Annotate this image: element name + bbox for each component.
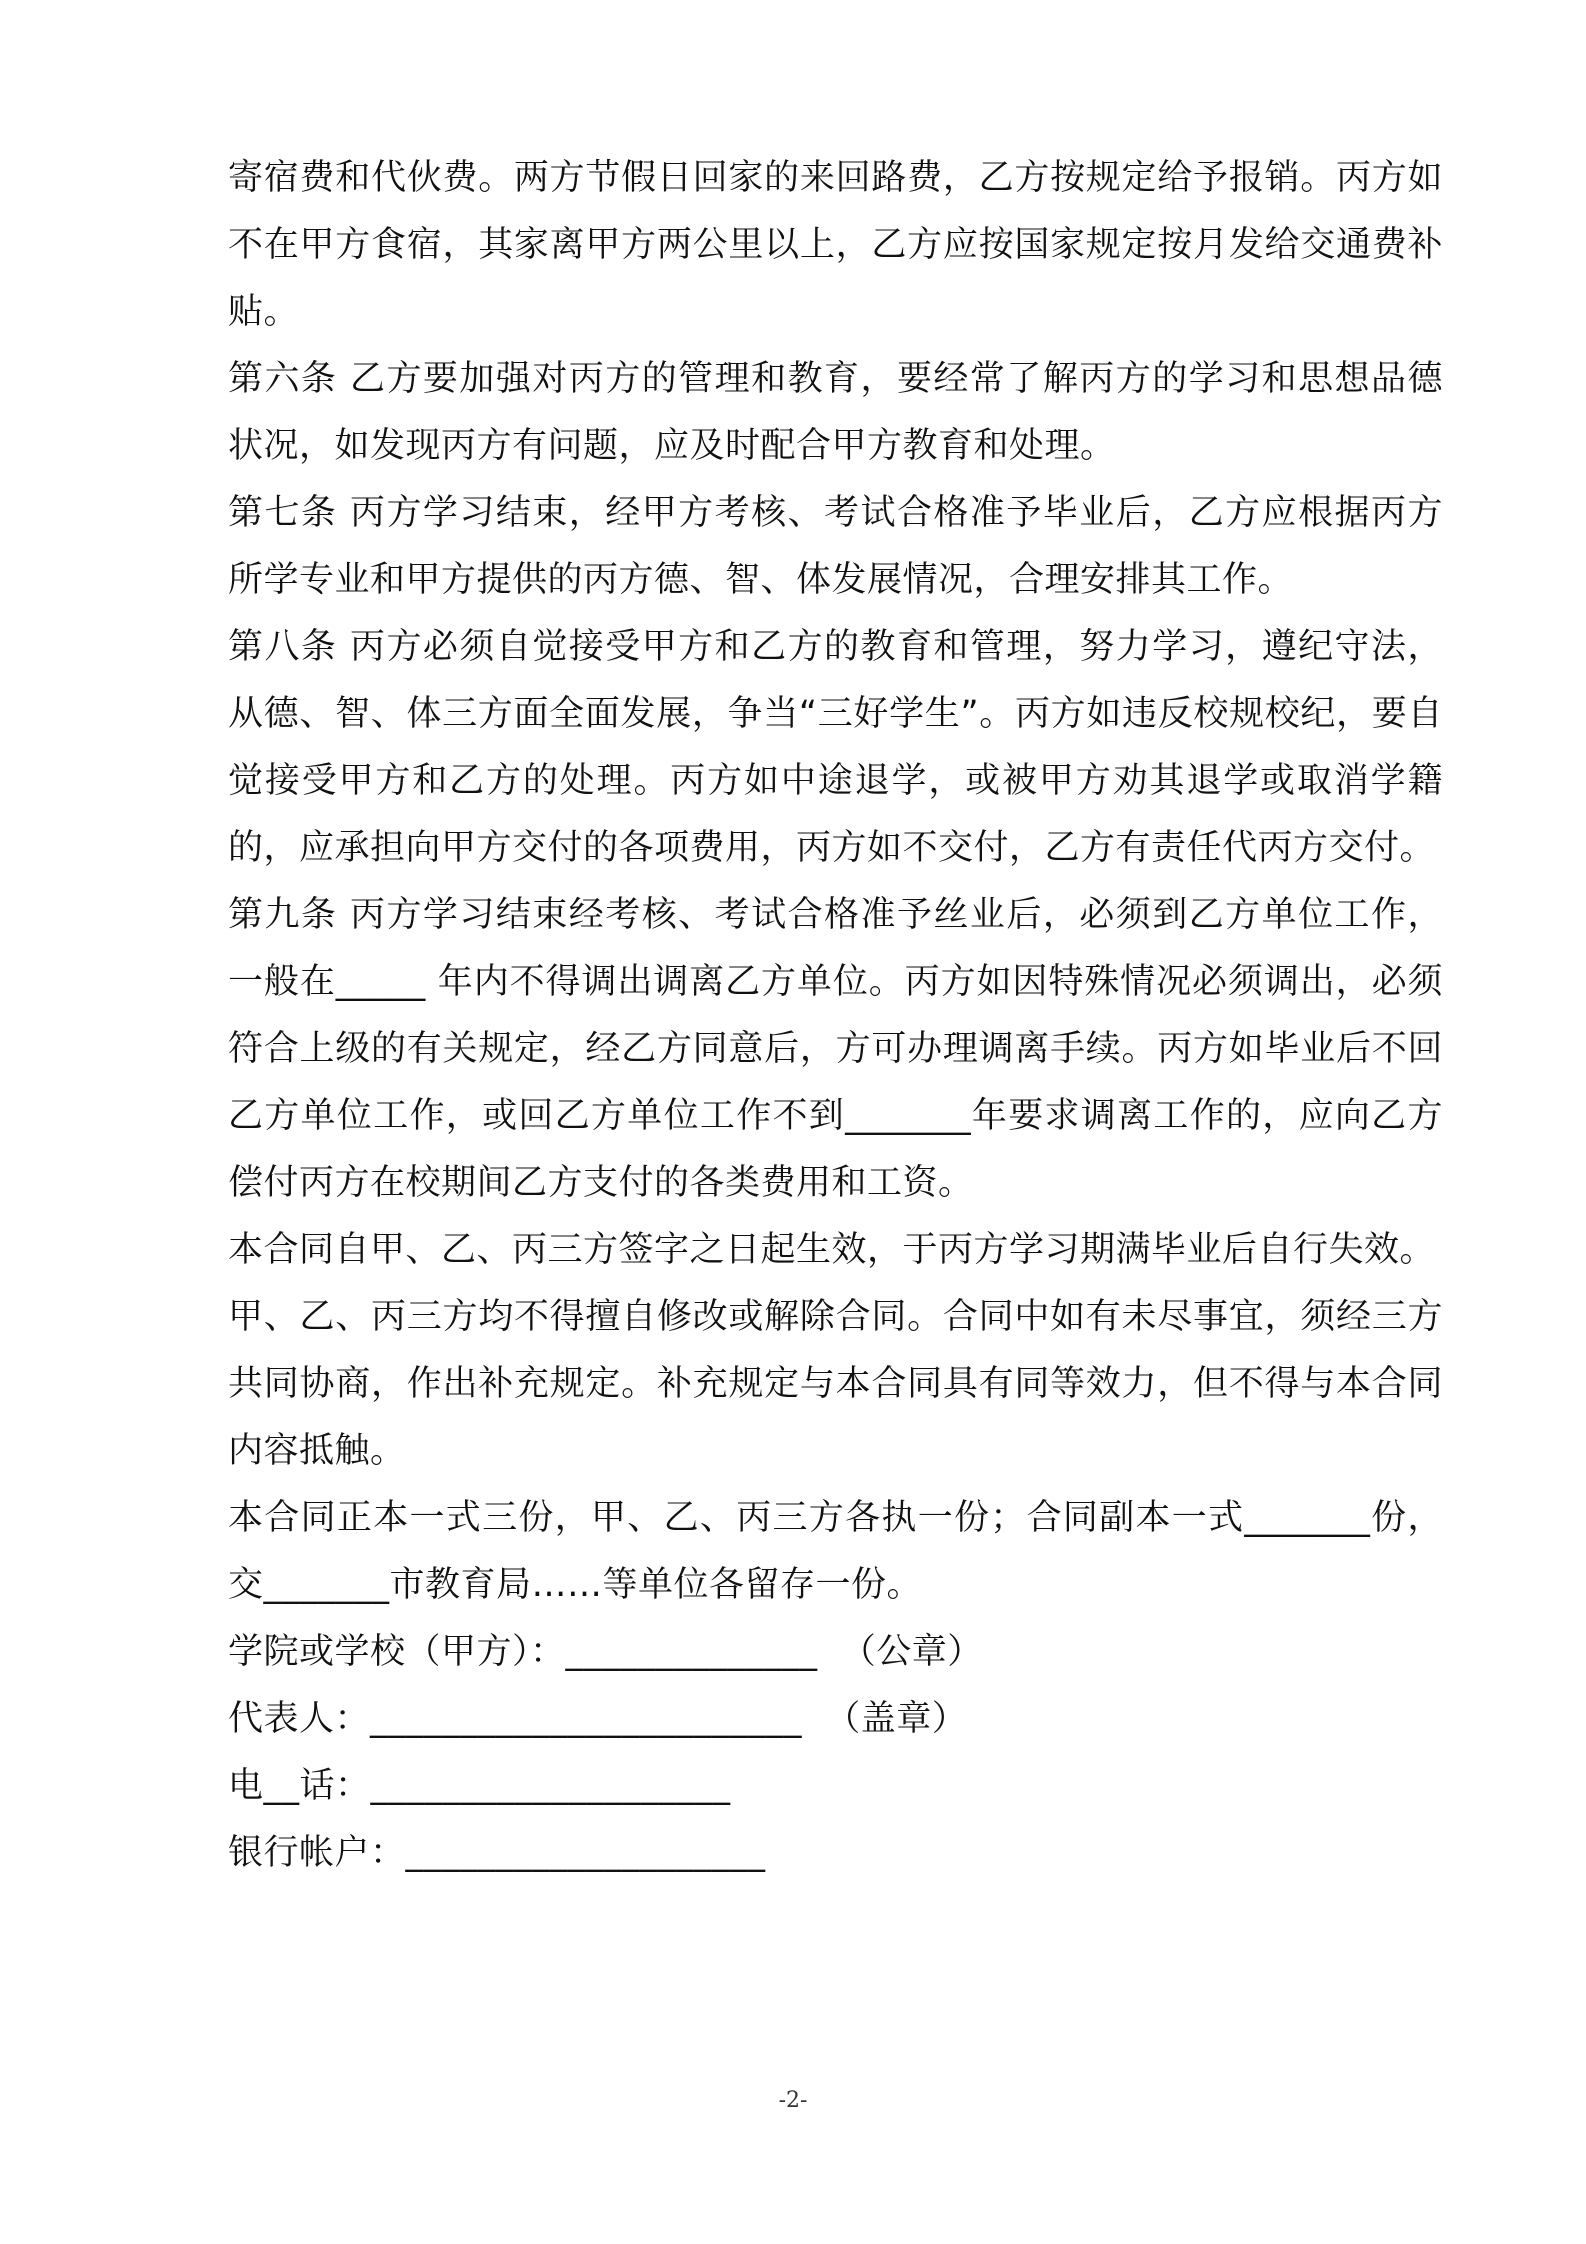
page-number: -2- — [778, 2088, 808, 2113]
paragraph-fee-continuation: 寄宿费和代伙费。两方节假日回家的来回路费，乙方按规定给予报销。丙方如不在甲方食宿，其家离甲方两公里以上，乙方应按国家规定按月发给交通费补贴。 — [228, 158, 1443, 332]
paragraph-copies: 本合同正本一式三份，甲、乙、丙三方各执一份；合同副本一式_______份，交_______市教育局……等单位各留存一份。 — [228, 1498, 1443, 1605]
signature-school-line: 学院或学校（甲方）：______________ （公章） — [228, 1632, 983, 1672]
signature-bank-account-line: 银行帐户：____________________ — [228, 1833, 766, 1873]
paragraph-effective-date: 本合同自甲、乙、丙三方签字之日起生效，于丙方学习期满毕业后自行失效。 — [228, 1230, 1436, 1270]
signature-representative-line: 代表人：________________________ （盖章） — [228, 1699, 968, 1739]
paragraph-article-7: 第七条 丙方学习结束，经甲方考核、考试合格准予毕业后，乙方应根据丙方所学专业和甲方提供的丙方德、智、体发展情况，合理安排其工作。 — [228, 493, 1443, 600]
paragraph-article-8: 第八条 丙方必须自觉接受甲方和乙方的教育和管理，努力学习，遵纪守法，从德、智、体三方面全面发展，争当“三好学生”。丙方如违反校规校纪，要自觉接受甲方和乙方的处理。丙方如中途退学，或被甲方劝其退学或取消学籍的，应承担向甲方交付的各项费用，丙方如不交付，乙方有责任代丙方交付。 — [228, 627, 1443, 868]
paragraph-article-9: 第九条 丙方学习结束经考核、考试合格准予丝业后，必须到乙方单位工作，一般在_____ 年内不得调出调离乙方单位。丙方如因特殊情况必须调出，必须符合上级的有关规定，经乙方同意后，方可办理调离手续。丙方如毕业后不回乙方单位工作，或回乙方单位工作不到_______年要求调离工作的，应向乙方偿付丙方在校期间乙方支付的各类费用和工资。 — [228, 895, 1443, 1203]
document-body — [228, 145, 1443, 1887]
paragraph-amendment: 甲、乙、丙三方均不得擅自修改或解除合同。合同中如有未尽事宜，须经三方共同协商，作出补充规定。补充规定与本合同具有同等效力，但不得与本合同内容抵触。 — [228, 1297, 1443, 1471]
paragraph-article-6: 第六条 乙方要加强对丙方的管理和教育，要经常了解丙方的学习和思想品德状况，如发现丙方有问题，应及时配合甲方教育和处理。 — [228, 359, 1443, 466]
signature-phone-line: 电__话：____________________ — [228, 1766, 731, 1806]
